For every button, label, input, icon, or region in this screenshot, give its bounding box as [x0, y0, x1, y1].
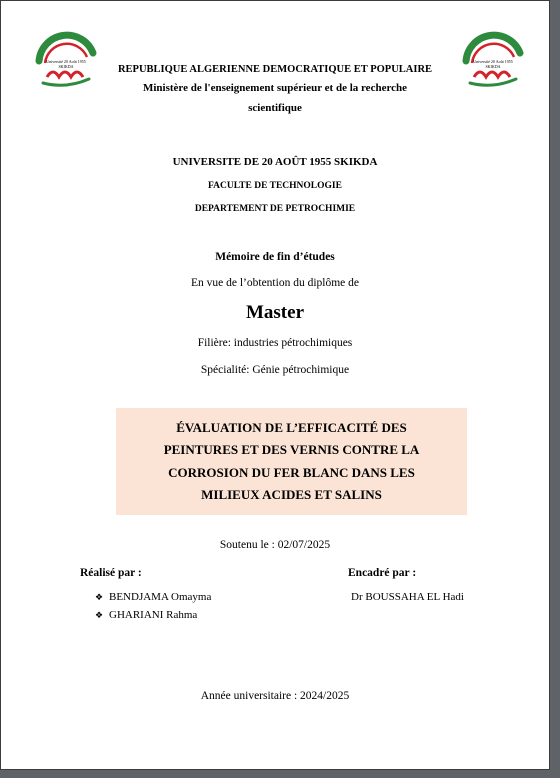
republic-heading: REPUBLIQUE ALGERIENNE DEMOCRATIQUE ET POPULAIRE [117, 64, 433, 75]
thesis-title-line: MILIEUX ACIDES ET SALINS [201, 487, 382, 502]
supervisor-name: Dr BOUSSAHA EL Hadi [351, 591, 464, 603]
logo-city-text: SKIKDA [485, 64, 501, 69]
university-logo-left [31, 27, 101, 89]
diploma-purpose: En vue de l’obtention du diplôme de [191, 277, 359, 289]
logo-arc-text: Université 20 Août 1955 [473, 59, 513, 64]
diamond-bullet-icon: ❖ [95, 593, 104, 603]
academic-year: Année universitaire : 2024/2025 [200, 690, 350, 702]
university-logo-right [458, 27, 528, 89]
authors-heading: Réalisé par : [80, 567, 142, 579]
department-name: DEPARTEMENT DE PETROCHIMIE [194, 204, 356, 214]
supervisor-heading: Encadré par : [348, 567, 417, 579]
ministry-line-1: Ministère de l'enseignement supérieur et de la recherche [142, 82, 408, 94]
memoire-heading: Mémoire de fin d’études [215, 251, 335, 263]
specialite: Spécialité: Génie pétrochimique [200, 364, 350, 376]
author-item [95, 609, 197, 621]
thesis-title-line: PEINTURES ET DES VERNIS CONTRE LA [163, 442, 420, 457]
diamond-bullet-icon: ❖ [95, 611, 104, 621]
author-item [95, 591, 211, 603]
thesis-title-box [116, 408, 467, 515]
faculty-name: FACULTE DE TECHNOLOGIE [208, 181, 342, 191]
defense-date: Soutenu le : 02/07/2025 [219, 539, 331, 551]
logo-arc-text: Université 20 Août 1955 [46, 59, 86, 64]
filiere: Filière: industries pétrochimiques [197, 337, 353, 349]
degree-title: Master [245, 302, 305, 323]
author-name: GHARIANI Rahma [109, 609, 198, 621]
thesis-title-line: CORROSION DU FER BLANC DANS LES [168, 464, 415, 480]
ministry-line-2: scientifique [248, 102, 302, 114]
thesis-title-line: ÉVALUATION DE L’EFFICACITÉ DES [176, 419, 407, 435]
logo-city-text: SKIKDA [58, 64, 74, 69]
university-name: UNIVERSITE DE 20 AOÛT 1955 SKIKDA [172, 156, 378, 168]
author-name: BENDJAMA Omayma [109, 591, 212, 603]
